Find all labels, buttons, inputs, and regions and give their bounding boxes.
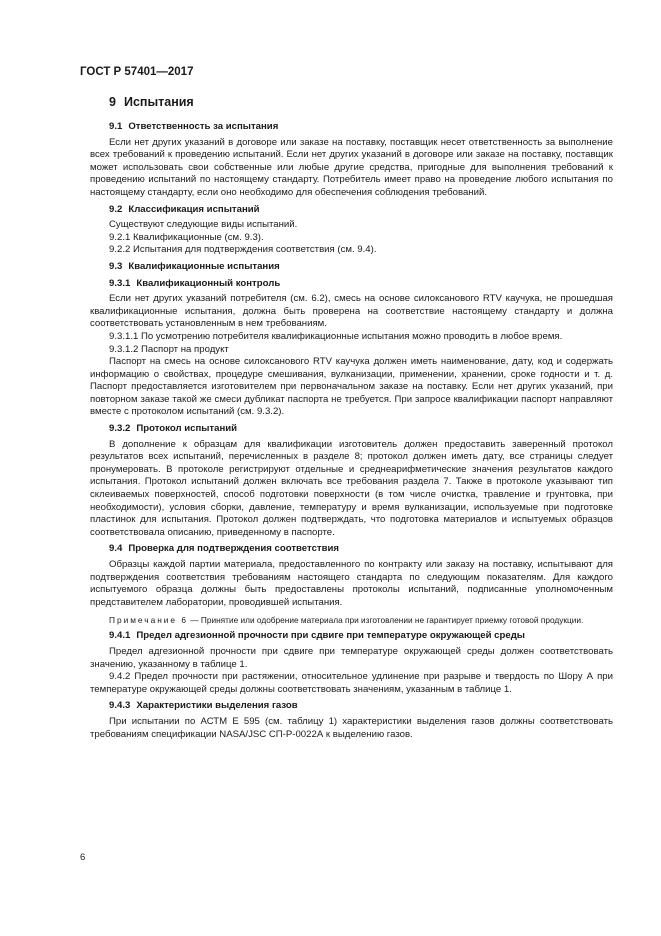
heading-title: Классификация испытаний [128, 203, 260, 215]
paragraph: 9.4.2 Предел прочности при растяжении, относительное удлинение при разрыве и твердость по Шору А при температуре окружающей среды должны соответствовать значениям, указанным в таблице 1. [90, 671, 613, 695]
heading-number: 9.1 [109, 121, 123, 132]
paragraph: 9.2.2 Испытания для подтверждения соответствия (см. 9.4). [109, 244, 377, 256]
page-number: 6 [80, 852, 86, 863]
paragraph: Существуют следующие виды испытаний. [109, 219, 298, 231]
paragraph: В дополнение к образцам для квалификации изготовитель должен предоставить заверенный протокол результатов всех испытаний, перечисленных в разделе 8; протокол должен иметь дату, все страницы следует пронумеровать. В протоколе регистрируют отдельные и среднеарифметические значения результатов каждого испытания. Протокол испытаний должен включать все требования раздела 7. Также в протоколе указывают тип склеиваемых поверхностей, способ подготовки поверхности (в том числе очистка, травление и грунтовка, при необходимости), условия сборки, давление, температуру и время вулканизации, используемые при подготовке пластинок для испытания. Протокол должен подтверждать, что подготовка материалов и испытуемых образцов соответствовала описанию, приведенному в паспорте. [90, 438, 613, 538]
section-number: 9 [109, 95, 116, 109]
paragraph: 9.3.1.2 Паспорт на продукт [109, 343, 229, 355]
subsection-heading-9-2 [109, 204, 613, 217]
paragraph: 9.3.1.1 По усмотрению потребителя квалификационные испытания можно проводить в любое время. [109, 330, 563, 342]
heading-number: 9.3 [109, 260, 123, 272]
heading-title: Характеристики выделения газов [136, 700, 298, 712]
heading-number: 9.2 [109, 203, 123, 215]
subsection-heading-9-3-2 [109, 423, 613, 436]
subsection-heading-9-3 [109, 261, 613, 274]
heading-title: Квалификационный контроль [136, 277, 281, 289]
heading-title: Протокол испытаний [136, 423, 238, 435]
heading-number: 9.3.2 [109, 423, 131, 435]
heading-title: Предел адгезионной прочности при сдвиге при температуре окружающей среды [136, 630, 525, 642]
paragraph: Предел адгезионной прочности при сдвиге при температуре окружающей среды должен соответствовать значению, указанному в таблице 1. [90, 645, 613, 670]
paragraph: Паспорт на смесь на основе силоксанового RTV каучука должен иметь наименование, дату, код и содержать информацию о свойствах, процедуре смешивания, вулканизации, применении, хранении, сроке годности и т. д. Паспорт предоставляется изготовителем при первоначальном заказе на поставку. Если нет других указаний, при повторном заказе такой же смеси дубликат паспорта не требуется. При запросе квалификации паспорт направляют вместе с протоколом испытаний (см. 9.3.2). [90, 356, 613, 418]
paragraph: При испытании по АСТМ Е 595 (см. таблицу 1) характеристики выделения газов должны соответствовать требованиям спецификации NASA/JSC СП-Р-0022А к выделению газов. [90, 715, 613, 740]
subsection-heading-9-1 [109, 121, 613, 134]
heading-number: 9.3.1 [109, 277, 131, 289]
note-label: Примечание 6 [109, 615, 188, 626]
heading-number: 9.4.1 [109, 630, 131, 642]
heading-number: 9.4.3 [109, 700, 131, 712]
heading-title: Квалификационные испытания [128, 260, 280, 272]
heading-title: Ответственность за испытания [128, 121, 279, 132]
paragraph: 9.2.1 Квалификационные (см. 9.3). [109, 231, 264, 243]
heading-number: 9.4 [109, 543, 123, 555]
subsection-heading-9-3-1 [109, 278, 613, 291]
paragraph: Образцы каждой партии материала, предоставленного по контракту или заказу на поставку, испытывают для подтверждения соответствия требованиям настоящего стандарта по следующим показателям. Для каждого испытуемого образца должны быть предоставлены протоколы испытаний, подписанные уполномоченным представителем лаборатории, проводившей испытания. [90, 559, 613, 608]
document-header: ГОСТ Р 57401—2017 [80, 66, 194, 78]
paragraph: Если нет других указаний в договоре или заказе на поставку, поставщик несет ответственность за выполнение всех требований к проведению испытаний. Если нет других указаний в договоре или заказе на поставку, поставщик может использовать свои собственные или любые другие средства, пригодные для выполнения требований к проведению испытаний по настоящему стандарту. Потребитель имеет право на проведение любого испытания по настоящему стандарту, если оно необходимо для обеспечения соблюдения требований. [90, 136, 613, 198]
document-body [90, 95, 613, 741]
subsection-heading-9-4 [109, 543, 613, 556]
paragraph: Если нет других указаний потребителя (см. 6.2), смесь на основе силоксанового RTV каучука, не прошедшая квалификационные испытания, должна быть проверена на соответствие настоящему стандарту и должна соответствовать установленным в нем требованиям. [90, 293, 613, 330]
subsection-heading-9-4-1 [109, 630, 613, 643]
subsection-heading-9-4-3 [109, 700, 613, 713]
note-text: — Принятие или одобрение материала при изготовлении не гарантирует приемку готовой продукции. [187, 615, 584, 626]
heading-title: Проверка для подтверждения соответствия [128, 543, 340, 555]
section-title: Испытания [123, 95, 194, 109]
note [90, 614, 613, 626]
section-heading [109, 95, 613, 109]
